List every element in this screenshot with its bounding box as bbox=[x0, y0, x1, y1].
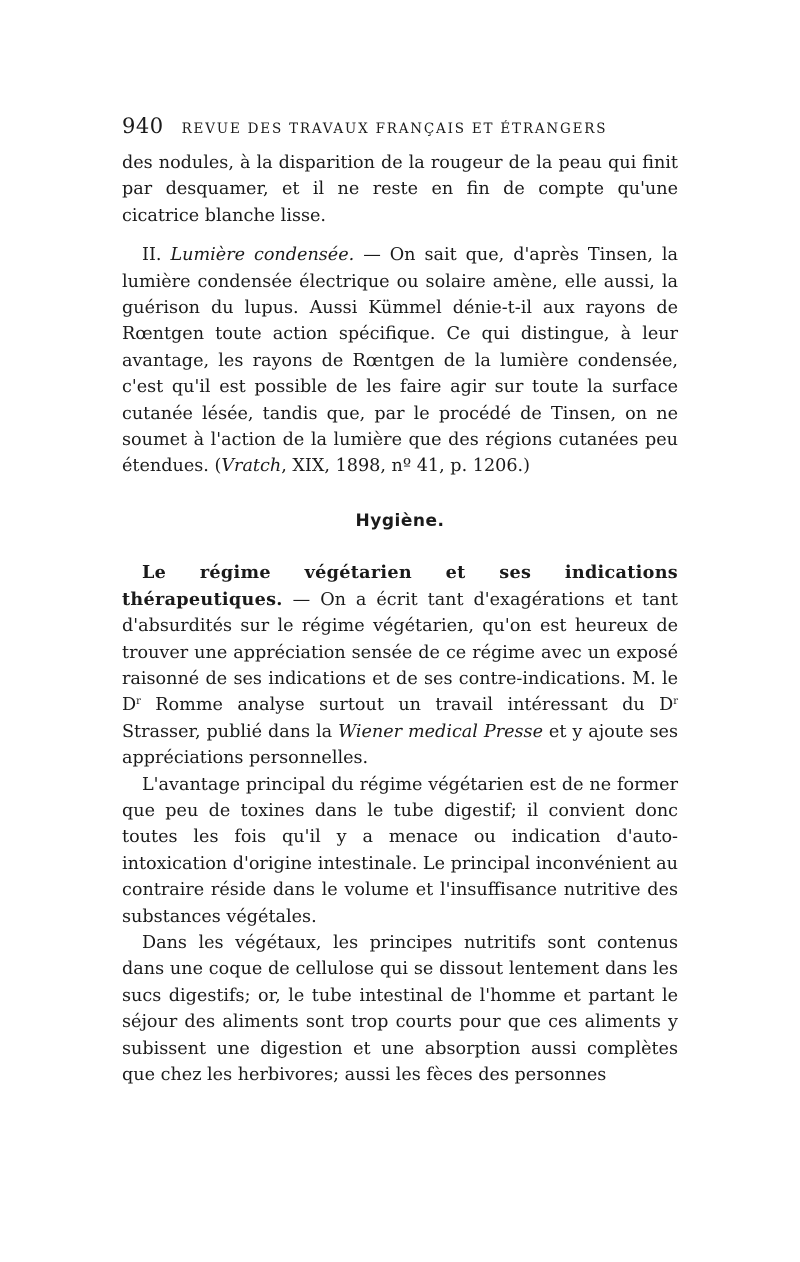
section-text: — On sait que, d'après Tinsen, la lumière condensée électrique ou solaire amène, elle aussi, la guérison du lupus. Aussi Kümmel dénie-t-il aux rayons de Rœntgen toute action spécifique. Ce qui distingue, à leur avantage, les rayons de Rœntgen de la lumière condensée, c'est qu'il est possible de les faire agir sur toute la surface cutanée lésée, tandis que, par le procédé de Tinsen, on ne soumet à l'action de la lumière que des régions cutanées peu étendues. bbox=[122, 245, 678, 477]
running-header bbox=[122, 114, 678, 138]
citation-rest: , XIX, 1898, nº 41, p. 1206.) bbox=[281, 456, 530, 477]
superscript-r: r bbox=[673, 696, 678, 708]
article-text-c: Strasser, publié dans la bbox=[122, 721, 339, 742]
article-text-b: Romme analyse surtout un travail intéressant du D bbox=[140, 695, 674, 716]
section-heading: Hygiène. bbox=[355, 510, 445, 531]
superscript-r: r bbox=[136, 696, 141, 708]
section-number: II. bbox=[142, 245, 162, 266]
running-title: REVUE DES TRAVAUX FRANÇAIS ET ÉTRANGERS bbox=[181, 121, 608, 137]
paragraph-article-2: L'avantage principal du régime végétarien est de ne former que peu de toxines dans le tube digestif; il convient donc toutes les fois qu'il y a menace ou indication d'auto-intoxication d'origine intestinale. Le principal inconvénient au contraire réside dans le volume et l'insuffisance nutritive des substances végétales. bbox=[122, 774, 678, 927]
section-title: Lumière condensée. bbox=[170, 245, 355, 266]
body-text bbox=[122, 150, 678, 1088]
article-text-a: — On a écrit tant d'exagérations et tant d'absurdités sur le régime végétarien, qu'on est heureux de trouver une appréciation sensée de ce régime avec un exposé raisonné de ses indications et de ses contre-indications. M. le D bbox=[122, 589, 678, 716]
citation-journal: Vratch bbox=[221, 456, 282, 477]
paragraph-article-1 bbox=[122, 560, 678, 771]
article-text-d: et y ajoute ses appréciations personnelles. bbox=[122, 721, 678, 769]
paragraph-article-3: Dans les végétaux, les principes nutritifs sont contenus dans une coque de cellulose qui se dissout lentement dans les sucs digestifs; or, le tube intestinal de l'homme et partant le séjour des aliments sont trop courts pour que ces aliments y subissent une digestion et une absorption aussi complètes que chez les herbivores; aussi les fèces des personnes bbox=[122, 932, 678, 1085]
paragraph-intro: des nodules, à la disparition de la rougeur de la peau qui finit par desquamer, et il ne reste en fin de compte qu'une cicatrice blanche lisse. bbox=[122, 153, 678, 226]
paragraph-section-2 bbox=[122, 242, 678, 480]
page-number: 940 bbox=[122, 114, 164, 138]
journal-name: Wiener medical Presse bbox=[338, 721, 543, 742]
citation-open: ( bbox=[214, 456, 222, 477]
article-title: Le régime végétarien et ses indications thérapeutiques. bbox=[122, 562, 678, 610]
